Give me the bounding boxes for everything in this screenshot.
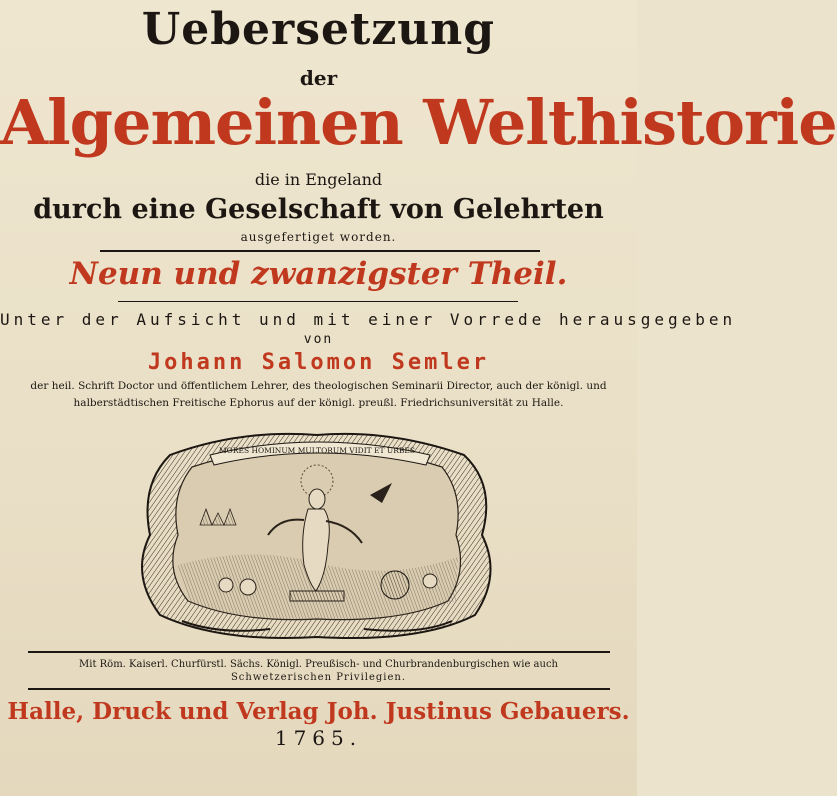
privilege-line-2: Schwetzerischen Privilegien.	[230, 672, 407, 683]
rule-privilege-bottom	[28, 688, 610, 690]
imprint: Halle, Druck und Verlag Joh. Justinus Gebauers.	[7, 698, 630, 725]
editor-description-2: halberstädtischen Freitische Ephorus auf der königl. preußl. Friedrichsuniversität zu Halle.	[73, 397, 564, 409]
title-uebersetzung: Uebersetzung	[141, 4, 496, 55]
editor-description-1: der heil. Schrift Doctor und öffentlichem Lehrer, des theologischen Seminarii Director, auch der königl. und	[30, 380, 607, 392]
vignette-motto: MORES HOMINUM MULTORUM VIDIT ET URBES	[219, 446, 415, 455]
rule-volume	[118, 301, 518, 302]
editor-name: Johann Salomon Semler	[147, 350, 490, 375]
rule-upper	[100, 250, 540, 252]
volume-title: Neun und zwanzigster Theil.	[69, 256, 568, 292]
editor-von: von	[303, 332, 334, 347]
editor-intro: Unter der Aufsicht und mit einer Vorrede herausgegeben	[0, 310, 737, 329]
rule-privilege-top	[28, 651, 610, 653]
engraved-vignette	[130, 425, 504, 645]
title-main: Algemeinen Welthistorie	[0, 86, 837, 159]
title-ausgefertiget: ausgefertiget worden.	[240, 230, 397, 244]
title-der: der	[299, 66, 338, 90]
title-engeland: die in Engeland	[254, 170, 383, 189]
title-gesellschaft: durch eine Geselschaft von Gelehrten	[33, 194, 604, 225]
privilege-line-1: Mit Röm. Kaiserl. Churfürstl. Sächs. Königl. Preußisch- und Churbrandenburgischen wie auch	[79, 659, 558, 670]
publication-year: 1765.	[274, 726, 363, 750]
